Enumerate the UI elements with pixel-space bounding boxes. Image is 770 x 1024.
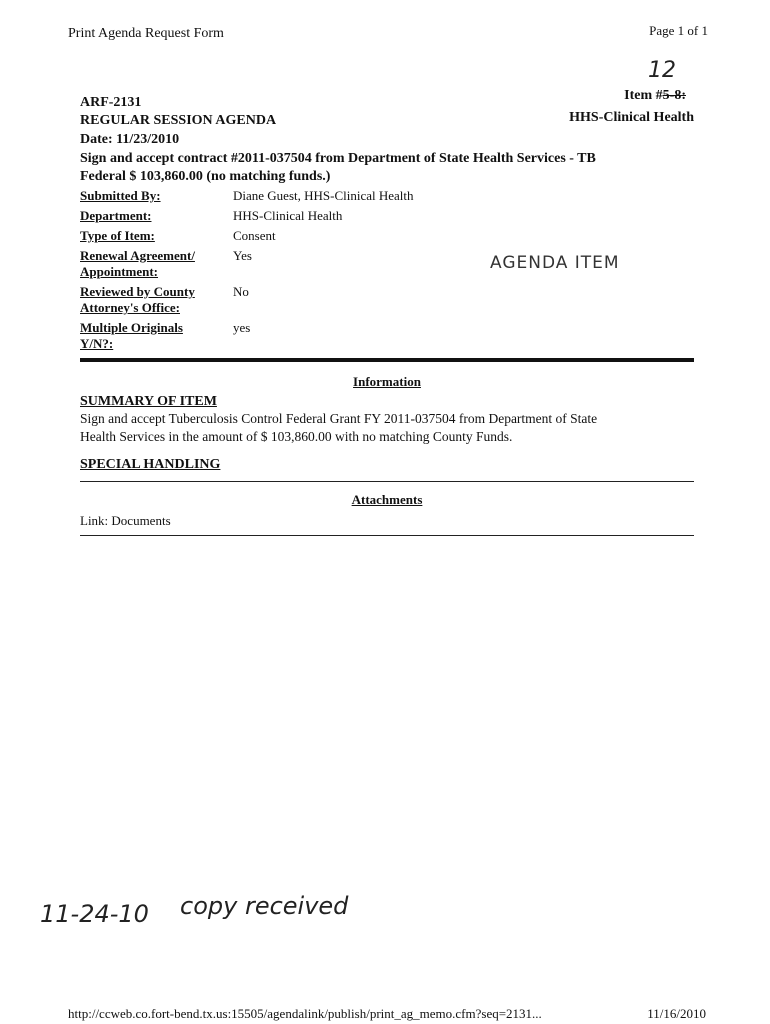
agenda-date: Date: 11/23/2010	[80, 132, 180, 147]
department-value: HHS-Clinical Health	[233, 208, 343, 223]
page-indicator: Page 1 of 1	[649, 23, 708, 38]
item-label: Item #	[624, 88, 663, 103]
bottom-divider	[80, 535, 694, 536]
information-heading: Information	[353, 374, 421, 389]
multiple-originals-label: Multiple Originals Y/N?:	[80, 320, 183, 351]
section-divider	[80, 358, 694, 362]
summary-heading: SUMMARY OF ITEM	[80, 394, 217, 409]
handwritten-item-number: 12	[648, 58, 676, 83]
agenda-title	[80, 150, 690, 186]
item-number	[624, 88, 686, 104]
arf-number: ARF-2131	[80, 95, 142, 110]
summary-line-1: Sign and accept Tuberculosis Control Federal Grant FY 2011-037504 from Department of State	[80, 411, 598, 426]
type-of-item-value: Consent	[233, 228, 276, 243]
submitted-by-value: Diane Guest, HHS-Clinical Health	[233, 188, 414, 203]
submitted-by-label: Submitted By:	[80, 188, 161, 203]
agenda-item-stamp: AGENDA ITEM	[490, 253, 620, 273]
summary-line-2: Health Services in the amount of $ 103,860.00 with no matching County Funds.	[80, 429, 513, 444]
documents-link[interactable]: Link: Documents	[80, 513, 171, 528]
agenda-title-line-1: Sign and accept contract #2011-037504 from Department of State Health Services - TB	[80, 151, 596, 166]
handwritten-received-note: copy received	[180, 892, 349, 920]
department-label: Department:	[80, 208, 152, 223]
renewal-label: Renewal Agreement/ Appointment:	[80, 248, 195, 279]
print-header-title: Print Agenda Request Form	[68, 26, 224, 41]
attachments-heading: Attachments	[351, 492, 423, 507]
department-header: HHS-Clinical Health	[569, 110, 694, 125]
special-handling-heading: SPECIAL HANDLING	[80, 457, 221, 472]
footer-date: 11/16/2010	[647, 1006, 706, 1021]
type-of-item-label: Type of Item:	[80, 228, 155, 243]
agenda-title-line-2: Federal $ 103,860.00 (no matching funds.)	[80, 169, 331, 184]
footer-url: http://ccweb.co.fort-bend.tx.us:15505/agendalink/publish/print_ag_memo.cfm?seq=2131...	[68, 1006, 542, 1021]
reviewed-label: Reviewed by County Attorney's Office:	[80, 284, 195, 315]
summary-text	[80, 410, 692, 446]
reviewed-value: No	[233, 284, 249, 299]
handwritten-received-date: 11-24-10	[40, 900, 149, 928]
multiple-originals-value: yes	[233, 320, 251, 335]
attachments-divider	[80, 481, 694, 482]
session-type: REGULAR SESSION AGENDA	[80, 113, 277, 128]
renewal-value: Yes	[233, 248, 252, 263]
item-number-struck: 5-8:	[662, 88, 686, 103]
